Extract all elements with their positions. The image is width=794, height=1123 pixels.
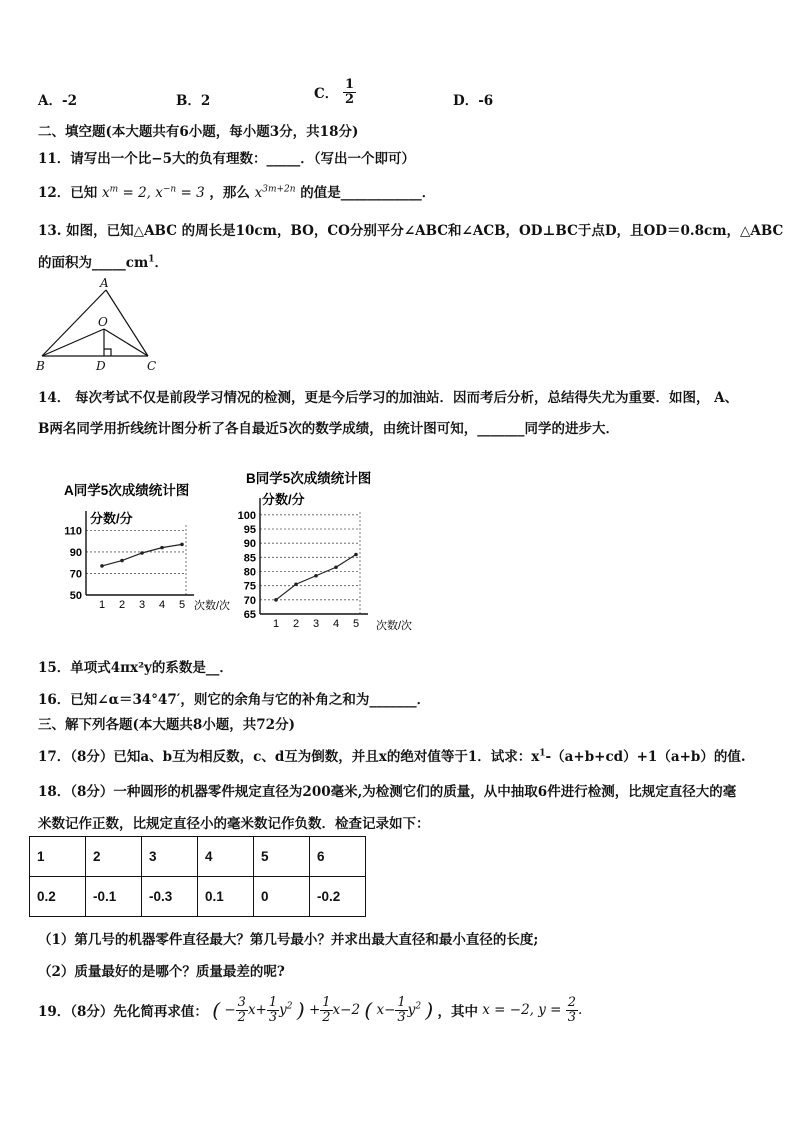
chart-b-ytick-label: 85 bbox=[243, 552, 256, 565]
option-a: A．-2 bbox=[38, 93, 77, 109]
right-angle-mark bbox=[104, 349, 111, 356]
q13-text: 的面积为_____cm bbox=[38, 255, 149, 271]
label-b: B bbox=[36, 359, 45, 373]
chart-b-data-point bbox=[314, 574, 318, 578]
table-cell: 1 bbox=[30, 837, 86, 877]
paren-open-icon: ( bbox=[212, 998, 221, 1023]
chart-b-xtick-label: 5 bbox=[352, 618, 360, 630]
segment-bo bbox=[42, 329, 104, 356]
label-d: D bbox=[96, 359, 106, 373]
table-cell: 6 bbox=[310, 837, 366, 877]
table-cell: 5 bbox=[254, 837, 310, 877]
chart-a-ytick-label: 110 bbox=[64, 525, 82, 538]
label-c: C bbox=[147, 359, 157, 373]
chart-a-xtick-label: 2 bbox=[118, 599, 126, 611]
chart-a-data-point bbox=[140, 551, 144, 555]
chart-a bbox=[60, 478, 250, 628]
label-o: O bbox=[98, 315, 108, 329]
q12-suffix: 的值是____________． bbox=[300, 185, 436, 201]
q13-end: ． bbox=[154, 255, 169, 271]
inspection-table bbox=[29, 836, 366, 917]
chart-a-data-point bbox=[120, 559, 124, 563]
q19-formula-3: x− $\frac{1}{3}$ $y^2$ bbox=[376, 995, 422, 1025]
chart-b-xtick-label: 4 bbox=[332, 618, 340, 630]
chart-a-title: A同学5次成绩统计图 bbox=[64, 483, 190, 498]
chart-b-xtick-label: 2 bbox=[292, 618, 300, 630]
chart-b bbox=[230, 468, 430, 633]
triangle-diagram bbox=[30, 276, 170, 374]
chart-a-xtick-label: 1 bbox=[98, 599, 106, 611]
option-c-label: C． bbox=[314, 86, 339, 103]
chart-b-ytick-label: 95 bbox=[243, 524, 256, 536]
chart-a-xtick-label: 5 bbox=[178, 599, 186, 611]
label-a: A bbox=[100, 276, 109, 290]
paren-close-icon: ) bbox=[296, 998, 305, 1023]
chart-b-title: B同学5次成绩统计图 bbox=[246, 471, 372, 486]
chart-b-ytick-label: 80 bbox=[243, 566, 256, 579]
chart-a-data-point bbox=[160, 546, 164, 550]
question-14-line2: B两名同学用折线统计图分析了各自最近5次的数学成绩，由统计图可知，_______同学的进步大． bbox=[38, 421, 620, 437]
chart-a-ytick-label: 70 bbox=[69, 568, 82, 581]
chart-a-xlabel: 次数/次 bbox=[194, 600, 231, 612]
table-cell: 0.1 bbox=[198, 877, 254, 917]
table-cell: -0.1 bbox=[86, 877, 142, 917]
chart-b-data-point bbox=[274, 598, 278, 602]
q17-rest: -（a+b+cd）+1（a+b）的值. bbox=[545, 749, 746, 765]
q12-prefix: 12．已知 bbox=[38, 185, 98, 201]
q12-formula: $x^m = 2$, $x^{-n} = 3$ bbox=[102, 184, 205, 201]
section-2-heading: 二、填空题(本大题共有6小题，每小题3分，共18分) bbox=[38, 124, 359, 140]
chart-a-ytick-label: 90 bbox=[69, 546, 82, 559]
question-14-line1: 14． 每次考试不仅是前段学习情况的检测，更是今后学习的加油站．因而考后分析，总结得失尤为重要．如图， A、 bbox=[38, 390, 739, 406]
chart-a-data-point bbox=[100, 564, 104, 568]
chart-a-ylabel: 分数/分 bbox=[90, 511, 133, 526]
chart-b-ylabel: 分数/分 bbox=[262, 492, 305, 507]
chart-b-ytick-label: 65 bbox=[243, 609, 256, 621]
question-18-line2: 米数记作正数，比规定直径小的毫米数记作负数．检查记录如下： bbox=[38, 816, 430, 832]
paren-open-icon: ( bbox=[364, 998, 373, 1023]
question-19 bbox=[38, 996, 582, 1024]
q19-suffix: ，其中 bbox=[437, 1004, 478, 1021]
q19-formula: − $\frac{3}{2}$ x+ $\frac{1}{3}$ $y^2$ bbox=[224, 995, 293, 1025]
table-cell: 0 bbox=[254, 877, 310, 917]
table-row-header bbox=[30, 837, 366, 877]
fraction-denominator: 2 bbox=[344, 91, 354, 107]
question-13-line1: 13. 如图，已知△ABC 的周长是10cm，BO，CO分别平分∠ABC和∠ACB，OD⊥BC于点D，且OD＝0.8cm，△ABC bbox=[38, 223, 784, 239]
chart-b-ytick-label: 100 bbox=[237, 509, 256, 522]
chart-b-ytick-label: 75 bbox=[243, 580, 256, 593]
q12-expression: $x^{3m+2n}$ bbox=[254, 184, 296, 201]
chart-a-ytick-label: 50 bbox=[69, 590, 82, 602]
chart-a-xtick-label: 4 bbox=[158, 599, 166, 611]
table-cell: -0.2 bbox=[310, 877, 366, 917]
table-cell: 2 bbox=[86, 837, 142, 877]
question-11: 11．请写出一个比−5大的负有理数：_____．（写出一个即可） bbox=[38, 151, 415, 167]
option-b: B．2 bbox=[176, 93, 211, 109]
q17-sup: 1 bbox=[539, 748, 546, 759]
question-13-line2 bbox=[38, 251, 168, 271]
option-d: D．-6 bbox=[453, 93, 494, 109]
chart-b-data-point bbox=[294, 582, 298, 586]
question-15: 15．单项式4πx²y的系数是__． bbox=[38, 660, 233, 676]
question-18-sub2: （2）质量最好的是哪个？质量最差的呢? bbox=[38, 964, 285, 980]
question-18-sub1: （1）第几号的机器零件直径最大？第几号最小？并求出最大直径和最小直径的长度; bbox=[38, 932, 539, 948]
question-18-line1: 18．（8分）一种圆形的机器零件规定直径为200毫米,为检测它们的质量，从中抽取6件进行检测，比规定直径大的毫 bbox=[38, 784, 737, 800]
chart-b-xtick-label: 1 bbox=[272, 618, 280, 630]
q19-formula-2: + $\frac{1}{2}$ x−2 bbox=[308, 995, 361, 1025]
q19-condition: x = −2, y = $\frac{2}{3}$ . bbox=[482, 995, 583, 1025]
option-c-fraction bbox=[343, 78, 356, 106]
chart-a-data-point bbox=[180, 543, 184, 547]
chart-a-xtick-label: 3 bbox=[138, 599, 146, 611]
question-12 bbox=[38, 181, 435, 201]
paren-close-icon: ) bbox=[425, 998, 434, 1023]
table-cell: 3 bbox=[142, 837, 198, 877]
chart-a-series-line bbox=[102, 544, 182, 566]
table-row-values bbox=[30, 877, 366, 917]
q17-text: 17．（8分）已知a、b互为相反数，c、d互为倒数，并且x的绝对值等于1．试求：x bbox=[38, 749, 540, 765]
side-ac bbox=[106, 290, 148, 356]
question-17 bbox=[38, 745, 746, 765]
chart-b-ytick-label: 90 bbox=[243, 538, 256, 551]
side-ab bbox=[42, 290, 106, 356]
table-cell: 0.2 bbox=[30, 877, 86, 917]
q13-sup: 1 bbox=[148, 254, 155, 265]
q19-prefix: 19．（8分）先化简再求值： bbox=[38, 1004, 208, 1021]
question-16: 16．已知∠α＝34°47′，则它的余角与它的补角之和为_______． bbox=[38, 692, 431, 708]
chart-b-ytick-label: 70 bbox=[243, 594, 256, 607]
chart-b-xlabel: 次数/次 bbox=[376, 620, 413, 632]
option-c bbox=[314, 78, 356, 106]
chart-b-xtick-label: 3 bbox=[312, 618, 320, 630]
table-cell: 4 bbox=[198, 837, 254, 877]
table-cell: -0.3 bbox=[142, 877, 198, 917]
chart-b-data-point bbox=[354, 553, 358, 557]
fraction-numerator: 1 bbox=[344, 77, 354, 92]
chart-b-data-point bbox=[334, 565, 338, 569]
section-3-heading: 三、解下列各题(本大题共8小题，共72分) bbox=[38, 717, 295, 733]
q12-mid: ，那么 bbox=[209, 185, 250, 201]
